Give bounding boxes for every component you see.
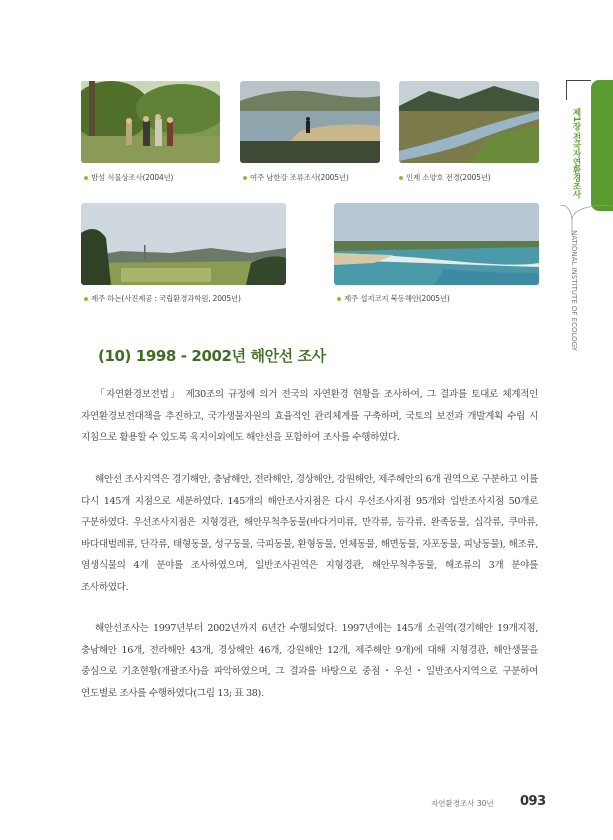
section-heading: (10) 1998 - 2002년 해안선 조사 [98,347,326,365]
footer-title: 자연환경조사 30년 [431,799,494,808]
bullet-dot-icon [337,297,341,301]
caption-text: 제주 섭지코지 북동해안(2005년) [344,294,450,303]
paragraph-1: 「자연환경보전법」 제30조의 규정에 의거 전국의 자연환경 현황을 조사하여, 그 결과를 토대로 체계적인 자연환경보전대책을 추진하고, 국가생물자원의 효율적인 관리체계를 구축하며, 국토의 보전과 개발계획 수립 시 지침으로 활용할 수 있도록 육지이외에도 해안선을 포함하여 조사를 수행하였다. [81,389,538,443]
photo-namhangang-survey [240,81,380,163]
bullet-dot-icon [84,176,88,180]
paragraph-3: 해안선조사는 1997년부터 2002년까지 6년간 수행되었다. 1997년에는 145개 소권역(경기해안 19개지점, 충남해안 16개, 전라해안 43개, 경상해안 46개, 강원해안 12개, 제주해안 9개)에 대해 지형경관, 해안생물을 중심으로 기초현황(개괄조사)을 파악하였으며, 그 결과를 바탕으로 중점・우선・일반조사지역으로 구분하여 연도별로 조사를 수행하였다(그림 13; 표 38). [81,623,538,699]
chapter-label: 제1장 전국자연환경조사 [571,108,581,199]
paragraph-2: 해안선 조사지역은 경기해안, 충남해안, 전라해안, 경상해안, 강원해안, 제주해안의 6개 권역으로 구분하고 이를 다시 145개 지점으로 세분하였다. 145개의 해안조사지점은 다시 우선조사지점 95개와 일반조사지점 50개로 구분하였다. 우선조사지점은 지형경관, 해안무척추동물(바다거미류, 만각류, 등각류, 완족동물, 십각류, 쿠마류, 바다대벌레류, 단각류, 태형동물, 성구동물, 극피동물, 환형동물, 연체동물, 해면동물, 자포동물, 피낭동물), 해조류, 염생식물의 4개 분야를 조사하였으며, 일반조사권역은 지형경관, 해안무척추동물, 해조류의 3개 분야를 조사하였다. [81,474,538,593]
photo-namhangang-image [240,81,380,163]
photo-hanon-image [81,203,286,285]
photo-caption [243,172,349,183]
page-number: 093 [520,794,546,809]
photo-seopjikoji-coast [334,203,539,285]
bullet-dot-icon [399,176,403,180]
photo-bamseom-survey [81,81,220,163]
chapter-side-tab [591,80,613,211]
photo-seopjikoji-image [334,203,539,285]
chapter-divider-line [566,80,567,100]
caption-text: 여주 남한강 조류조사(2005년) [250,173,349,182]
institute-label: NATIONAL INSTITUTE OF ECOLOGY [570,230,578,351]
photo-hanon-crater [81,203,286,285]
bullet-dot-icon [84,297,88,301]
photo-caption [337,293,450,304]
photo-bamseom-image [81,81,220,163]
side-curve-decoration [560,205,613,235]
bullet-dot-icon [243,176,247,180]
photo-soyang-image [399,81,539,163]
photo-caption [399,172,490,183]
chapter-divider-tick [566,80,591,81]
caption-text: 인제 소양호 전경(2005년) [406,173,491,182]
caption-text: 제주 하논(사진제공 : 국립환경과학원, 2005년) [91,294,241,303]
photo-soyang-lake [399,81,539,163]
photo-caption [84,172,173,183]
caption-text: 밤섬 식물상조사(2004년) [91,173,174,182]
photo-caption [84,293,241,304]
